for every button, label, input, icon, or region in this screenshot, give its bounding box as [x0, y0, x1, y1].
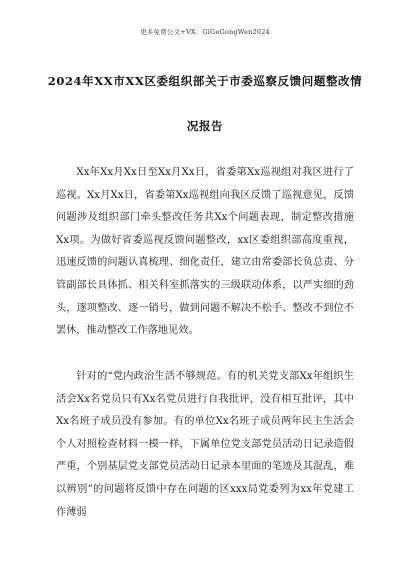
body-paragraph: 针对的“党内政治生活不够规范。有的机关党支部Xx年组织生活会Xx名党员只有Xx名党员进行自我批评，没有相互批评，其中Xx名班子成员没有参加。有的单位Xx名班子成员两年民主生活会个人对照检查材料一模一样，下属单位党支部党员活动日记录造假严重，个别基层党支部党员活动日记录本里面的笔迹及其混乱，难以辨别”的问题将反馈中存在问题的区xxx局党委列为xx年党建工作薄弱 — [56, 371, 354, 518]
body-paragraph: Xx年Xx月Xx日至Xx月Xx日，省委第Xx巡视组对我区进行了巡视。Xx月Xx日，省委第Xx巡视组向我区反馈了巡视意见，反馈问题涉及组织部门牵头整改任务共Xx个问题表现，制定整改措施Xx项。为做好省委巡视反馈问题整改，xx区委组织部高度重视，迅速反馈的问题认真梳理、细化责任，建立由常委部长负总责、分管副部长具体抓、相关科室抓落实的三级联动体系，以严实细的劲头，逐项整改、逐一销号，做到问题不解决不松手、整改不到位不罢休，推动整改工作落地见效。 — [56, 167, 354, 337]
document-title-line-1: 2024年XX市XX区委组织部关于市委巡察反馈问题整改情 — [47, 74, 363, 88]
header-note: 更多免费公文+VX：GiGeGongWen2024 — [140, 28, 270, 36]
body-paragraph-container-1 — [56, 162, 354, 343]
document-title-line-2: 况报告 — [186, 119, 224, 133]
body-paragraph-container-2 — [56, 366, 354, 524]
